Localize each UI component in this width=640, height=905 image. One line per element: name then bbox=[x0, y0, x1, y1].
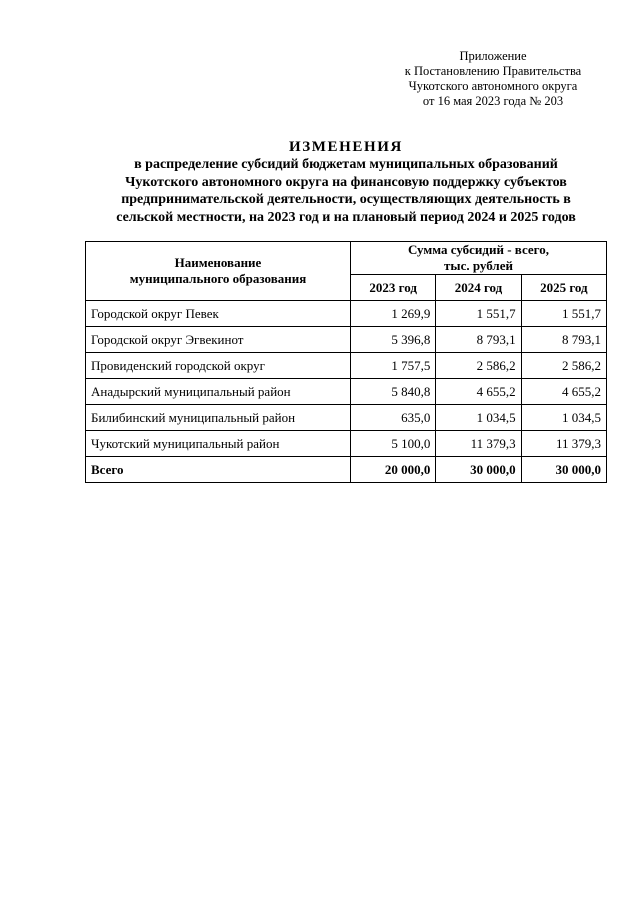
attachment-line: Чукотского автономного округа bbox=[408, 79, 578, 93]
subtitle-line: сельской местности, на 2023 год и на плановый период 2024 и 2025 годов bbox=[116, 209, 576, 225]
value-2023: 1 269,9 bbox=[351, 301, 436, 327]
value-2025: 2 586,2 bbox=[521, 353, 606, 379]
name-header-line: муниципального образования bbox=[129, 271, 307, 286]
value-2025: 4 655,2 bbox=[521, 379, 606, 405]
table-row bbox=[86, 301, 607, 327]
value-2023: 635,0 bbox=[351, 405, 436, 431]
table-row bbox=[86, 379, 607, 405]
year-header-2025: 2025 год bbox=[521, 275, 606, 301]
value-2024: 1 551,7 bbox=[436, 301, 521, 327]
name-header-line: Наименование bbox=[174, 255, 262, 270]
subtitle-line: в распределение субсидий бюджетам муниципальных образований bbox=[134, 157, 558, 172]
sum-header-line: Сумма субсидий - всего, bbox=[407, 242, 550, 257]
year-header-2024: 2024 год bbox=[436, 275, 521, 301]
name-column-header bbox=[86, 242, 351, 301]
value-2024: 1 034,5 bbox=[436, 405, 521, 431]
attachment-line: Приложение bbox=[459, 49, 527, 63]
sum-column-header bbox=[351, 242, 607, 275]
document-title bbox=[84, 138, 608, 226]
value-2023: 1 757,5 bbox=[351, 353, 436, 379]
year-header-2023: 2023 год bbox=[351, 275, 436, 301]
total-row bbox=[86, 457, 607, 483]
total-label: Всего bbox=[86, 457, 351, 483]
total-2025: 30 000,0 bbox=[521, 457, 606, 483]
value-2024: 11 379,3 bbox=[436, 431, 521, 457]
sum-header-line: тыс. рублей bbox=[444, 258, 513, 273]
title-subtitle bbox=[84, 156, 608, 226]
total-2023: 20 000,0 bbox=[351, 457, 436, 483]
attachment-line: от 16 мая 2023 года № 203 bbox=[422, 94, 564, 108]
subtitle-line: Чукотского автономного округа на финансовую поддержку субъектов bbox=[125, 174, 567, 190]
value-2023: 5 840,8 bbox=[351, 379, 436, 405]
table-row bbox=[86, 431, 607, 457]
value-2025: 1 034,5 bbox=[521, 405, 606, 431]
attachment-note bbox=[380, 49, 606, 109]
municipality-name: Анадырский муниципальный район bbox=[86, 379, 351, 405]
municipality-name: Городской округ Певек bbox=[86, 301, 351, 327]
municipality-name: Чукотский муниципальный район bbox=[86, 431, 351, 457]
value-2025: 11 379,3 bbox=[521, 431, 606, 457]
attachment-line: к Постановлению Правительства bbox=[404, 64, 582, 78]
municipality-name: Провиденский городской округ bbox=[86, 353, 351, 379]
total-2024: 30 000,0 bbox=[436, 457, 521, 483]
table-row bbox=[86, 327, 607, 353]
value-2023: 5 100,0 bbox=[351, 431, 436, 457]
title-main: ИЗМЕНЕНИЯ bbox=[289, 139, 403, 155]
subsidy-table bbox=[85, 241, 607, 483]
value-2024: 8 793,1 bbox=[436, 327, 521, 353]
municipality-name: Городской округ Эгвекинот bbox=[86, 327, 351, 353]
value-2024: 2 586,2 bbox=[436, 353, 521, 379]
value-2024: 4 655,2 bbox=[436, 379, 521, 405]
value-2023: 5 396,8 bbox=[351, 327, 436, 353]
subtitle-line: предпринимательской деятельности, осуществляющих деятельность в bbox=[121, 192, 571, 207]
municipality-name: Билибинский муниципальный район bbox=[86, 405, 351, 431]
table-row bbox=[86, 353, 607, 379]
value-2025: 8 793,1 bbox=[521, 327, 606, 353]
table-row bbox=[86, 405, 607, 431]
value-2025: 1 551,7 bbox=[521, 301, 606, 327]
